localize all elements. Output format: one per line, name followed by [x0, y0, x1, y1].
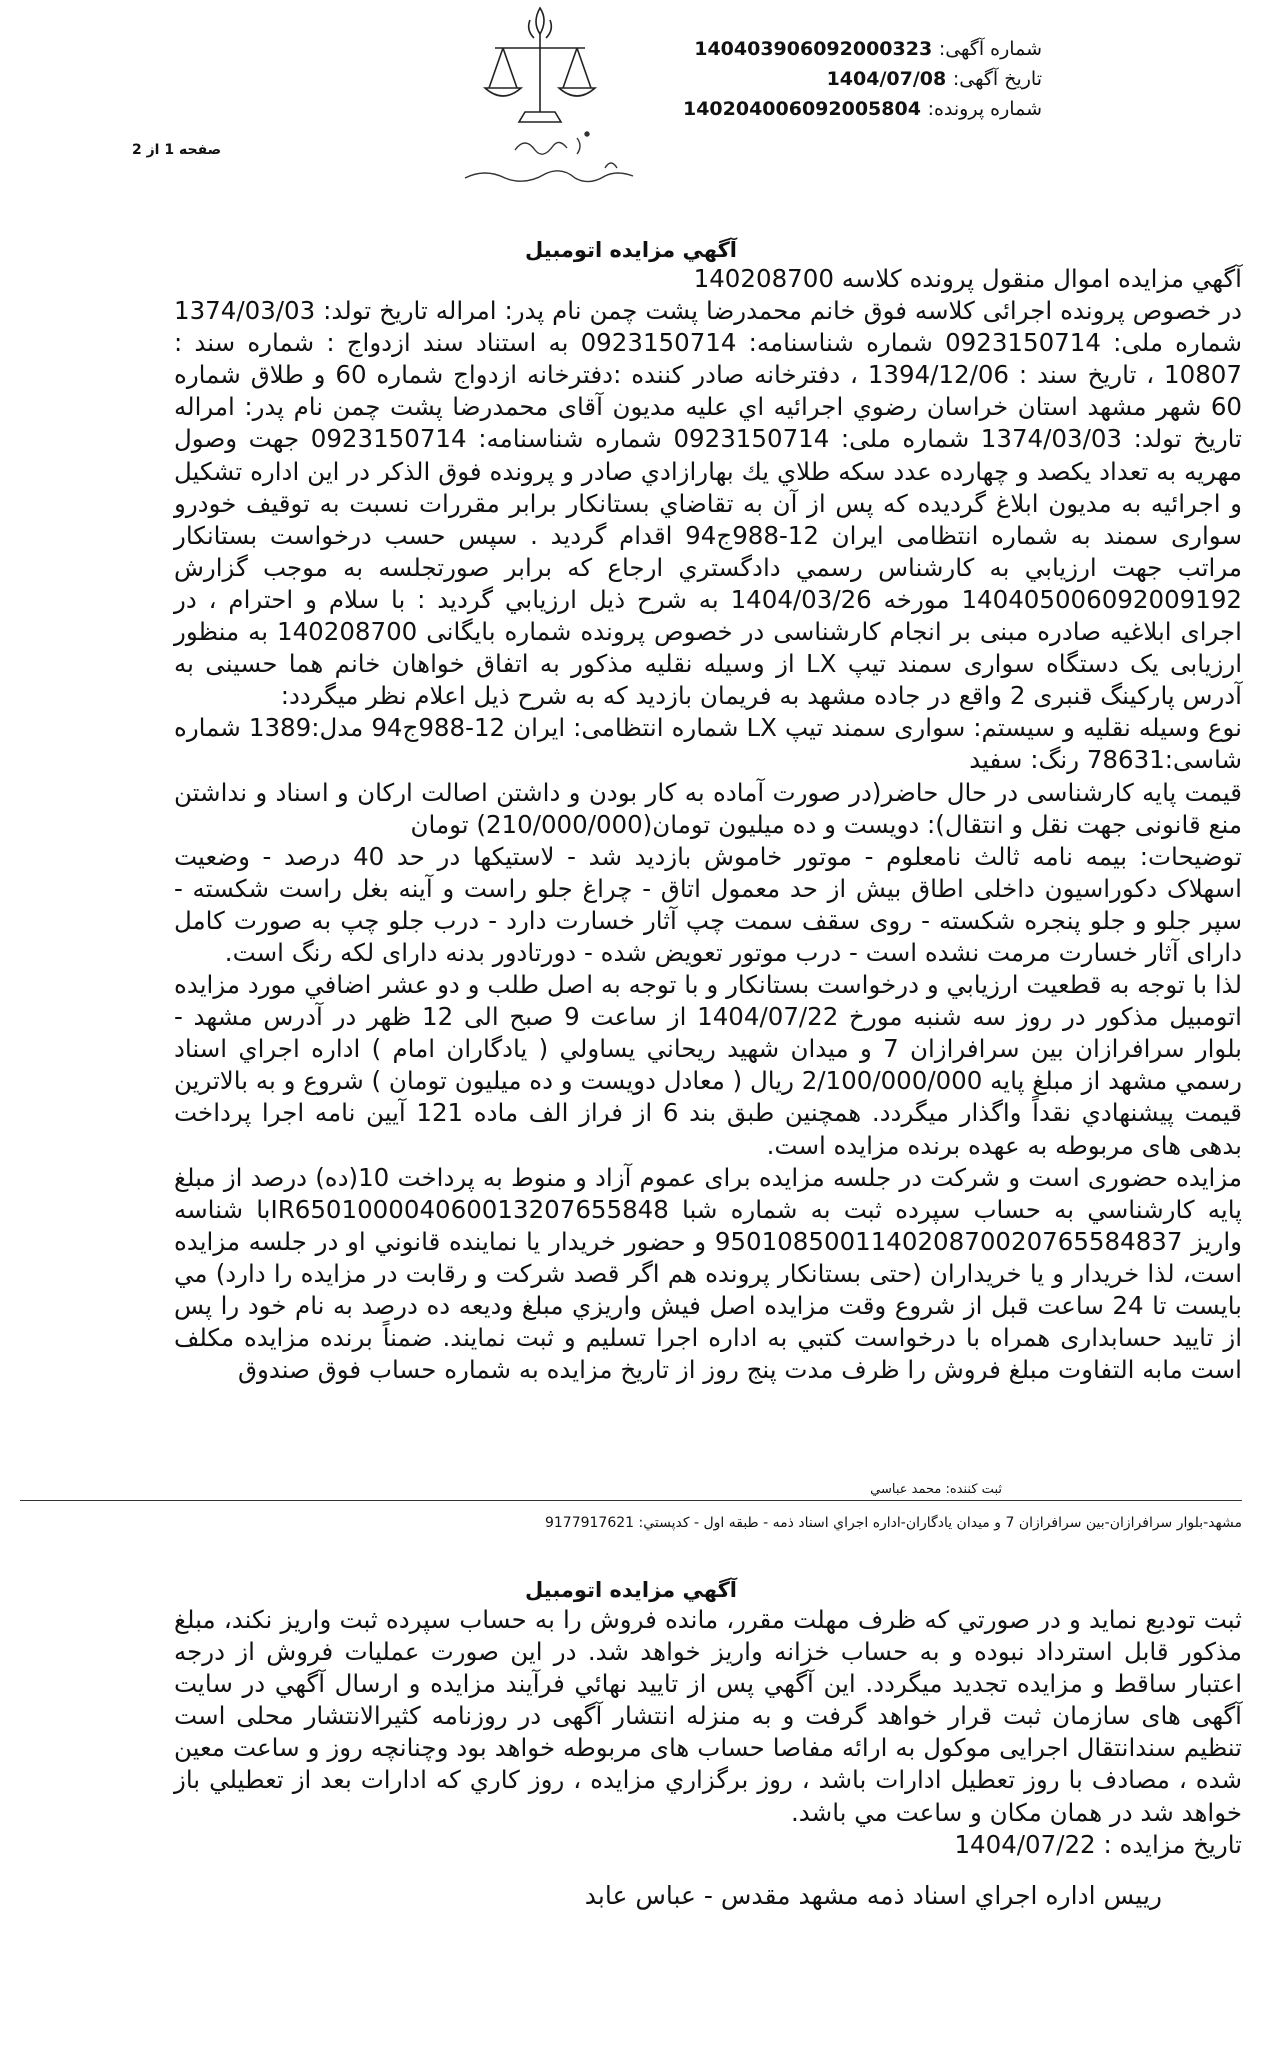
file-number: 140204006092005804 [682, 98, 921, 120]
ad-number: 140403906092000323 [694, 38, 933, 60]
paragraph-auction: لذا با توجه به قطعيت ارزيابي و درخواست بستانكار و با توجه به اصل طلب و دو عشر اضافي مورد مزايده اتومبیل مذکور در روز سه شنبه مورخ 1404/07/22 از ساعت 9 صبح الی 12 ظهر در آدرس مشهد - بلوار سرافرازان بين سرافرازان 7 و ميدان شهيد ريحاني يساولي ( يادگاران امام ) اداره اجراي اسناد رسمي مشهد از مبلغ پايه 2/100/000/000 ريال ( معادل دويست و ده ميليون تومان ) شروع و به بالاترين قيمت پيشنهادي نقداً واگذار ميگردد. همچنین طبق بند 6 از فراز الف ماده 121 آیین نامه اجرا پرداخت بدهی های مربوطه به عهده برنده مزایده است. [174, 970, 1242, 1160]
paragraph-price: قیمت پایه کارشناسی در حال حاضر(در صورت آماده به کار بودن و داشتن اصالت ارکان و اسناد و نداشتن منع قانونی جهت نقل و انتقال): دویست و ده میلیون تومان(210/000/000) تومان [174, 777, 1242, 839]
signature: رييس اداره اجراي اسناد ذمه مشهد مقدس - عباس عابد [584, 1881, 1162, 1910]
paragraph-notes: توضیحات: بیمه نامه ثالث نامعلوم - موتور خاموش بازدید شد - لاستیکها در حد 40 درصد - وضعیت اسهلاک دکوراسیون داخلی اطاق بیش از حد معمول اتاق - چراغ جلو راست و آینه بغل راست شکسته - سپر جلو و جلو پنجره شکسته - روی سقف سمت چپ آثار خسارت دارد - درب جلو چپ به صورت کامل دارای آثار خسارت مرمت نشده است - درب موتور تعویض شده - دورتادور بدنه دارای لکه رنگ است. [174, 841, 1242, 967]
auction-date: تاریخ مزایده : 1404/07/22 [954, 1829, 1242, 1859]
registrar: ثبت کننده: محمد عباسي [870, 1482, 1002, 1497]
file-number-row [683, 94, 1042, 124]
page-title-2: آگهي مزايده اتومبيل [525, 1578, 737, 1602]
scales-of-justice-icon [455, 0, 655, 185]
paragraph-case: در خصوص پرونده اجرائی کلاسه فوق خانم محمدرضا پشت چمن نام پدر: امراله تاریخ تولد: 1374/03/03 شماره ملی: 0923150714 شماره شناسنامه: 0923150714 به استناد سند ازدواج : شماره سند : 10807 ، تاریخ سند : 1394/12/06 ، دفترخانه صادر کننده :دفترخانه ازدواج شماره 60 و طلاق شماره 60 شهر مشهد استان خراسان رضوي اجرائيه اي عليه مديون آقای محمدرضا پشت چمن نام پدر: امراله تاریخ تولد: 1374/03/03 شماره ملی: 0923150714 شماره شناسنامه: 0923150714 جهت وصول مهریه به تعداد یکصد و چهارده عدد سكه طلاي يك بهارازادي صادر و پرونده فوق الذكر در اين اداره تشكيل و اجرائيه به مديون ابلاغ گرديده كه پس از آن به تقاضاي بستانكار برابر مقررات نسبت به توقيف خودرو سواری سمند به شماره انتظامی ایران 12-988ج94 اقدام گرديد . سپس حسب درخواست بستانكار مراتب جهت ارزيابي به كارشناس رسمي دادگستري ارجاع كه برابر صورتجلسه به موجب گزارش 140405006092009192 مورخه 1404/03/26 به شرح ذيل ارزيابي گرديد : با سلام و احترام ، در اجرای ابلاغیه صادره مبنی بر انجام کارشناسی در خصوص پرونده شماره بایگانی 140208700 به منظور ارزیابی یک دستگاه سواری سمند تیپ LX از وسیله نقلیه مذکور به اتفاق خواهان خانم هما حسینی به آدرس پارکینگ قنبری 2 واقع در جاده مشهد به فریمان بازدید که به شرح ذیل اعلام نظر میگردد: [174, 296, 1243, 711]
paragraph-continuation: ثبت توديع نمايد و در صورتي كه ظرف مهلت مقرر، مانده فروش را به حساب سپرده ثبت واريز نكند، مبلغ مذكور قابل استرداد نبوده و به حساب خزانه واريز خواهد شد. در اين صورت عمليات فروش از درجه اعتبار ساقط و مزايده تجديد ميگردد. اين آگهي پس از تاييد نهائي فرآيند مزايده و ارسال آگهي در سایت آگهی های سازمان ثبت قرار خواهد گرفت و به منزله انتشار آگهی در روزنامه کثیرالانتشار محلی است تنظيم سندانتقال اجرایی موکول به ارائه مفاصا حساب های مربوطه خواهد بود وچنانچه روز و ساعت معين شده ، مصادف با روز تعطيل ادارات باشد ، روز برگزاري مزايده ، روز كاري كه ادارات بعد از تعطيلي باز خواهد شد در همان مكان و ساعت مي باشد. [174, 1605, 1242, 1827]
ad-meta [683, 34, 1042, 124]
judiciary-logo [455, 0, 655, 185]
ad-number-label: شماره آگهی: [938, 38, 1042, 60]
page-title: آگهي مزايده اتومبيل [525, 238, 737, 262]
ad-date-label: تاریخ آگهی: [952, 68, 1042, 90]
paragraph-conditions: مزايده حضوری است و شرکت در جلسه مزایده برای عموم آزاد و منوط به پرداخت 10(ده) درصد از مبلغ پایه کارشناسي به حساب سپرده ثبت به شماره شبا IR650100004060013207655848با شناسه واریز 950108500114020870020765584837 و حضور خريدار يا نماينده قانوني او در جلسه مزايده است، لذا خريدار و يا خريداران (حتی بستانکار پرونده هم اگر قصد شرکت و رقابت در مزایده را دارد) مي بايست تا 24 ساعت قبل از شروع وقت مزايده اصل فيش واريزي مبلغ وديعه ده درصد به نام خود را پس از تایید حسابداری همراه با درخواست کتبي به اداره اجرا تسليم و ثبت نمايند. ضمناً برنده مزايده مكلف است مابه التفاوت مبلغ فروش را ظرف مدت پنج روز از تاريخ مزايده به شماره حساب فوق صندوق [174, 1162, 1242, 1385]
office-address: مشهد-بلوار سرافرازان-بين سرافرازان 7 و ميدان يادگاران-اداره اجراي اسناد ذمه - طبقه اول - کدپستي: 9177917621 [544, 1515, 1242, 1531]
paragraph-vehicle: نوع وسیله نقلیه و سیستم: سواری سمند تیپ LX شماره انتظامی: ایران 12-988ج94 مدل:1389 شماره شاسی:78631 رنگ: سفید [174, 713, 1242, 775]
announcement-body-1 [174, 263, 1242, 1386]
page-number: صفحه 1 از 2 [132, 142, 222, 158]
paragraph-heading: آگهي مزايده اموال منقول پرونده كلاسه 140208700 [693, 264, 1242, 293]
announcement-body-2 [174, 1604, 1242, 1861]
footer-divider [20, 1500, 1242, 1501]
ad-date: 1404/07/08 [826, 68, 947, 90]
ad-date-row [683, 64, 1042, 94]
file-number-label: شماره پرونده: [927, 98, 1042, 120]
ad-number-row [683, 34, 1042, 64]
